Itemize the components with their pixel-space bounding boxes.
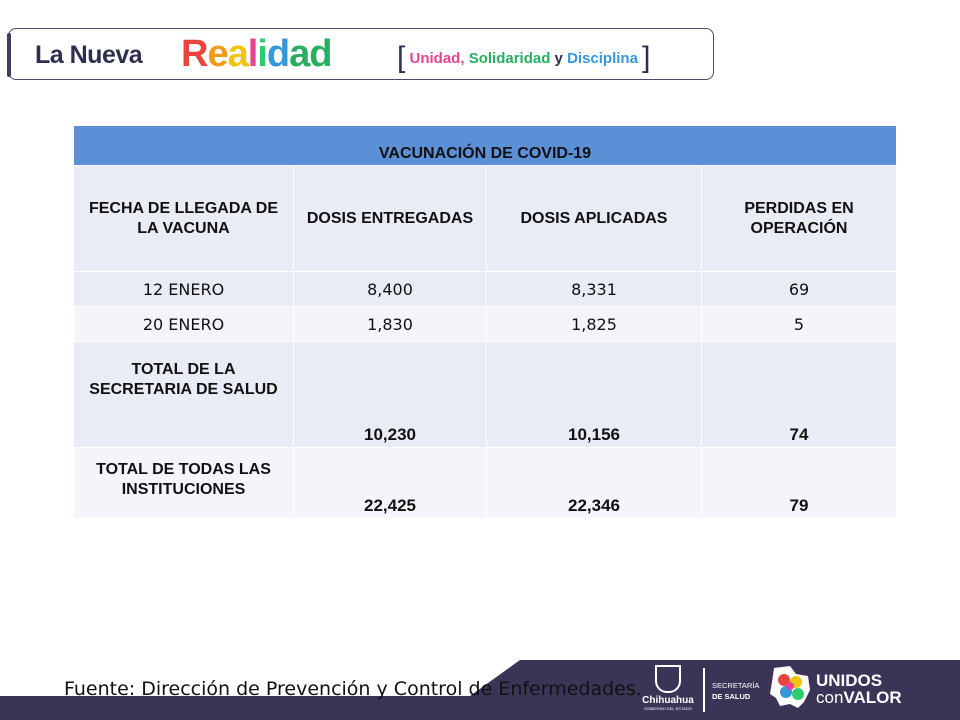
table-header-row xyxy=(74,166,896,272)
total-aplicadas: 10,156 xyxy=(487,342,702,448)
unidos-con-valor-text xyxy=(816,672,902,706)
cell-perdidas: 5 xyxy=(702,307,896,342)
tagline-word-y: y xyxy=(554,50,563,67)
secretaria-line: SECRETARÍA xyxy=(712,681,760,690)
brand-letter: i xyxy=(257,33,267,75)
bracket-close: ] xyxy=(642,41,651,74)
secretaria-salud-logo xyxy=(712,680,759,702)
header-dosis-entregadas: DOSIS ENTREGADAS xyxy=(294,166,487,272)
brand-tagline xyxy=(397,37,651,74)
unidos-line: UNIDOS xyxy=(816,671,883,690)
unidos-con-valor-icon xyxy=(768,664,812,710)
tagline-word-solidaridad: Solidaridad xyxy=(468,50,551,67)
total-perdidas: 79 xyxy=(702,448,896,519)
total-aplicadas: 22,346 xyxy=(487,448,702,519)
header-perdidas: PERDIDAS EN OPERACIÓN xyxy=(702,166,896,272)
tagline-word-unidad: Unidad, xyxy=(409,50,465,67)
total-label: TOTAL DE TODAS LAS INSTITUCIONES xyxy=(74,448,294,519)
cell-fecha: 12 ENERO xyxy=(74,272,294,307)
chihuahua-logo xyxy=(640,665,696,711)
total-row-instituciones xyxy=(74,448,896,519)
table-title: VACUNACIÓN DE COVID-19 xyxy=(74,126,896,166)
vaccination-table xyxy=(74,126,896,519)
brand-realidad xyxy=(181,33,331,76)
table-row xyxy=(74,272,896,307)
cell-aplicadas: 1,825 xyxy=(487,307,702,342)
cell-perdidas: 69 xyxy=(702,272,896,307)
con-word: con xyxy=(816,688,844,707)
bracket-open: [ xyxy=(397,41,406,74)
logo-divider xyxy=(703,668,705,712)
chihuahua-logo-name: Chihuahua xyxy=(642,695,694,706)
total-label: TOTAL DE LA SECRETARIA DE SALUD xyxy=(74,342,294,448)
brand-letter: l xyxy=(247,33,258,75)
cell-entregadas: 8,400 xyxy=(294,272,487,307)
table-row xyxy=(74,307,896,342)
total-entregadas: 22,425 xyxy=(294,448,487,519)
brand-letter: e xyxy=(207,33,228,75)
header-banner xyxy=(8,28,714,80)
brand-letter: ad xyxy=(289,33,332,75)
brand-la-nueva: La Nueva xyxy=(35,41,143,69)
chihuahua-logo-sub: GOBIERNO DEL ESTADO xyxy=(644,706,692,711)
table-title-row xyxy=(74,126,896,166)
valor-word: VALOR xyxy=(843,688,902,707)
header-dosis-aplicadas: DOSIS APLICADAS xyxy=(487,166,702,272)
header-fecha: FECHA DE LLEGADA DE LA VACUNA xyxy=(74,166,294,272)
total-entregadas: 10,230 xyxy=(294,342,487,448)
shield-icon xyxy=(655,665,681,693)
cell-fecha: 20 ENERO xyxy=(74,307,294,342)
brand-letter: a xyxy=(227,33,248,75)
cell-aplicadas: 8,331 xyxy=(487,272,702,307)
salud-line: DE SALUD xyxy=(712,692,751,701)
tagline-word-disciplina: Disciplina xyxy=(567,50,638,67)
brand-letter: R xyxy=(181,33,208,75)
total-perdidas: 74 xyxy=(702,342,896,448)
banner-accent xyxy=(7,33,11,77)
source-note: Fuente: Dirección de Prevención y Control de Enfermedades. xyxy=(64,678,642,700)
brand-letter: d xyxy=(266,33,290,75)
cell-entregadas: 1,830 xyxy=(294,307,487,342)
total-row-secretaria xyxy=(74,342,896,448)
